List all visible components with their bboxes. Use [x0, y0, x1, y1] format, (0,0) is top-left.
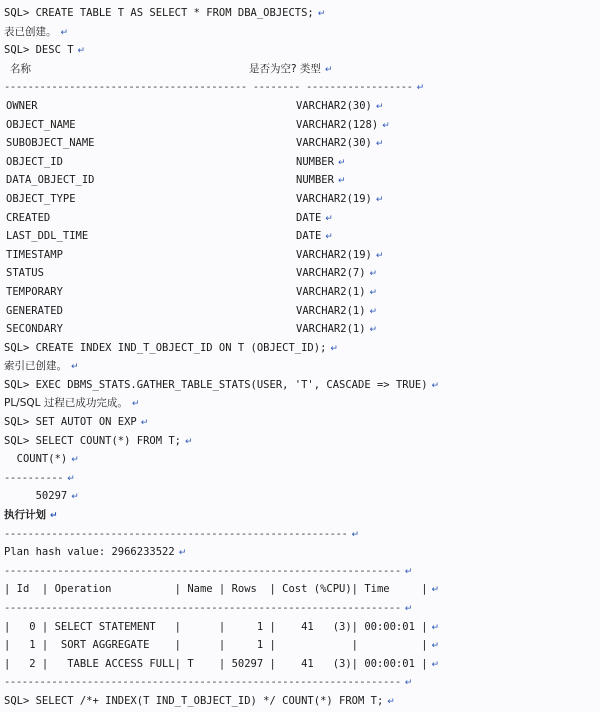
- separator-line: [4, 78, 600, 97]
- column-name: GENERATED: [6, 304, 63, 317]
- desc-row: [4, 97, 600, 116]
- sql-command: SQL> EXEC DBMS_STATS.GATHER_TABLE_STATS(USER, 'T', CASCADE => TRUE): [4, 378, 428, 391]
- desc-row: [4, 283, 600, 302]
- column-name: SUBOBJECT_NAME: [6, 137, 95, 150]
- sql-command: SQL> DESC T: [4, 44, 74, 57]
- return-icon: ↵: [337, 157, 346, 168]
- column-type: VARCHAR2(30): [296, 137, 372, 150]
- result-value: 50297: [4, 490, 68, 503]
- return-icon: ↵: [131, 399, 140, 410]
- console-line: [4, 394, 600, 413]
- return-icon: ↵: [325, 232, 333, 243]
- column-type: VARCHAR2(30): [296, 99, 372, 112]
- column-name: DATA_OBJECT_ID: [6, 174, 95, 187]
- column-type: VARCHAR2(19): [296, 248, 372, 261]
- column-name: CREATED: [6, 211, 51, 224]
- column-name: OWNER: [6, 99, 38, 112]
- desc-row: [4, 153, 600, 172]
- return-icon: ↵: [375, 139, 384, 150]
- column-type: VARCHAR2(7): [296, 267, 366, 280]
- column-type: NUMBER: [296, 155, 334, 168]
- console-line: [4, 41, 600, 60]
- separator-text: -------------------------------------------------------------------: [4, 602, 401, 614]
- return-icon: ↵: [369, 306, 378, 317]
- separator-text: ----------------------------------------------------------: [4, 527, 348, 540]
- return-icon: ↵: [185, 436, 193, 447]
- return-icon: ↵: [60, 27, 69, 38]
- console-line: [4, 413, 600, 432]
- column-header-nullable-type: 是否为空? 类型: [249, 62, 321, 75]
- plan-row: [4, 655, 600, 674]
- separator-line: [4, 525, 600, 544]
- desc-row: [4, 134, 600, 153]
- column-type: VARCHAR2(1): [296, 285, 366, 298]
- console-line: [4, 339, 600, 358]
- column-name: OBJECT_TYPE: [6, 192, 76, 205]
- return-icon: ↵: [404, 566, 412, 577]
- sql-command: SQL> SET AUTOT ON EXP: [4, 416, 137, 429]
- column-type: DATE: [296, 211, 322, 224]
- separator-text: ----------------------------------------- -------- ------------------: [4, 81, 413, 94]
- return-icon: ↵: [351, 529, 359, 540]
- return-icon: ↵: [337, 176, 346, 187]
- column-header-name: 名称: [10, 62, 31, 75]
- column-type: DATE: [296, 230, 322, 243]
- console-line: [4, 4, 600, 23]
- desc-row: [4, 171, 600, 190]
- separator-text: ----------: [4, 471, 64, 484]
- return-icon: ↵: [325, 213, 333, 224]
- column-name: SECONDARY: [6, 323, 63, 336]
- console-line: [4, 357, 600, 376]
- return-icon: ↵: [404, 604, 412, 614]
- desc-row: [4, 209, 600, 228]
- column-name: OBJECT_NAME: [6, 118, 76, 131]
- desc-row: [4, 190, 600, 209]
- return-icon: ↵: [375, 194, 384, 205]
- desc-row: [4, 320, 600, 339]
- desc-row: [4, 302, 600, 321]
- column-type: NUMBER: [296, 174, 334, 187]
- separator-text: -------------------------------------------------------------------: [4, 564, 401, 577]
- plan-row: [4, 636, 600, 655]
- sql-command: SQL> CREATE TABLE T AS SELECT * FROM DBA_OBJECTS;: [4, 7, 314, 19]
- return-icon: ↵: [431, 659, 440, 670]
- return-icon: ↵: [431, 380, 440, 391]
- return-icon: ↵: [369, 269, 378, 280]
- return-icon: ↵: [382, 120, 390, 131]
- plan-title-line: [4, 506, 600, 525]
- column-name: TEMPORARY: [6, 285, 63, 298]
- plan-hash-value: Plan hash value: 2966233522: [4, 546, 175, 559]
- status-message: 索引已创建。: [4, 360, 67, 373]
- column-name: STATUS: [6, 267, 44, 280]
- return-icon: ↵: [375, 101, 384, 112]
- return-icon: ↵: [416, 83, 424, 94]
- plan-row-text: | 2 | TABLE ACCESS FULL| T | 50297 | 41 (3)| 00:00:01 |: [4, 657, 428, 670]
- desc-row: [4, 264, 600, 283]
- plan-row-text: | 1 | SORT AGGREGATE | | 1 | | |: [4, 639, 428, 652]
- desc-header-row: [4, 60, 600, 79]
- console-line: [4, 23, 600, 42]
- return-icon: ↵: [431, 641, 440, 652]
- status-message: 表已创建。: [4, 25, 57, 38]
- sql-command: SQL> SELECT COUNT(*) FROM T;: [4, 434, 182, 447]
- result-value-row: [4, 487, 600, 506]
- sql-command: SQL> CREATE INDEX IND_T_OBJECT_ID ON T (OBJECT_ID);: [4, 341, 327, 354]
- separator-line: [4, 673, 600, 692]
- return-icon: ↵: [387, 696, 395, 707]
- separator-line: [4, 562, 600, 581]
- return-icon: ↵: [71, 455, 79, 466]
- console-line: [4, 376, 600, 395]
- return-icon: ↵: [50, 511, 58, 522]
- column-name: TIMESTAMP: [6, 248, 63, 261]
- return-icon: ↵: [67, 473, 75, 484]
- return-icon: ↵: [77, 46, 86, 57]
- separator-line: [4, 599, 600, 618]
- return-icon: ↵: [178, 548, 187, 559]
- plan-header: | Id | Operation | Name | Rows | Cost (%CPU)| Time |: [4, 583, 428, 596]
- return-icon: ↵: [140, 418, 149, 429]
- column-type: VARCHAR2(1): [296, 304, 366, 317]
- return-icon: ↵: [317, 9, 326, 19]
- column-type: VARCHAR2(19): [296, 192, 372, 205]
- desc-row: [4, 246, 600, 265]
- plan-row: [4, 618, 600, 637]
- return-icon: ↵: [324, 64, 333, 75]
- return-icon: ↵: [330, 343, 338, 354]
- plan-row-text: | 0 | SELECT STATEMENT | | 1 | 41 (3)| 00:00:01 |: [4, 620, 428, 633]
- column-type: VARCHAR2(128): [296, 118, 379, 131]
- plan-hash-line: [4, 543, 600, 562]
- result-header: [4, 450, 600, 469]
- separator-line: [4, 469, 600, 488]
- return-icon: ↵: [375, 250, 384, 261]
- sql-command: SQL> SELECT /*+ INDEX(T IND_T_OBJECT_ID) */ COUNT(*) FROM T;: [4, 694, 384, 707]
- separator-text: -------------------------------------------------------------------: [4, 676, 401, 689]
- desc-row: [4, 116, 600, 135]
- return-icon: ↵: [431, 622, 440, 633]
- result-column-label: COUNT(*): [4, 453, 68, 466]
- return-icon: ↵: [404, 678, 412, 689]
- plan-title: 执行计划: [4, 509, 46, 522]
- column-name: OBJECT_ID: [6, 155, 63, 168]
- describe-table: [4, 97, 600, 339]
- console-line: [4, 692, 600, 711]
- column-name: LAST_DDL_TIME: [6, 230, 89, 243]
- return-icon: ↵: [369, 325, 378, 336]
- status-message: PL/SQL 过程已成功完成。: [4, 397, 128, 410]
- desc-row: [4, 227, 600, 246]
- plan-header-row: [4, 580, 600, 599]
- column-type: VARCHAR2(1): [296, 323, 366, 336]
- return-icon: ↵: [71, 362, 79, 373]
- return-icon: ↵: [71, 492, 79, 503]
- console-line: [4, 432, 600, 451]
- return-icon: ↵: [369, 287, 378, 298]
- return-icon: ↵: [431, 585, 440, 596]
